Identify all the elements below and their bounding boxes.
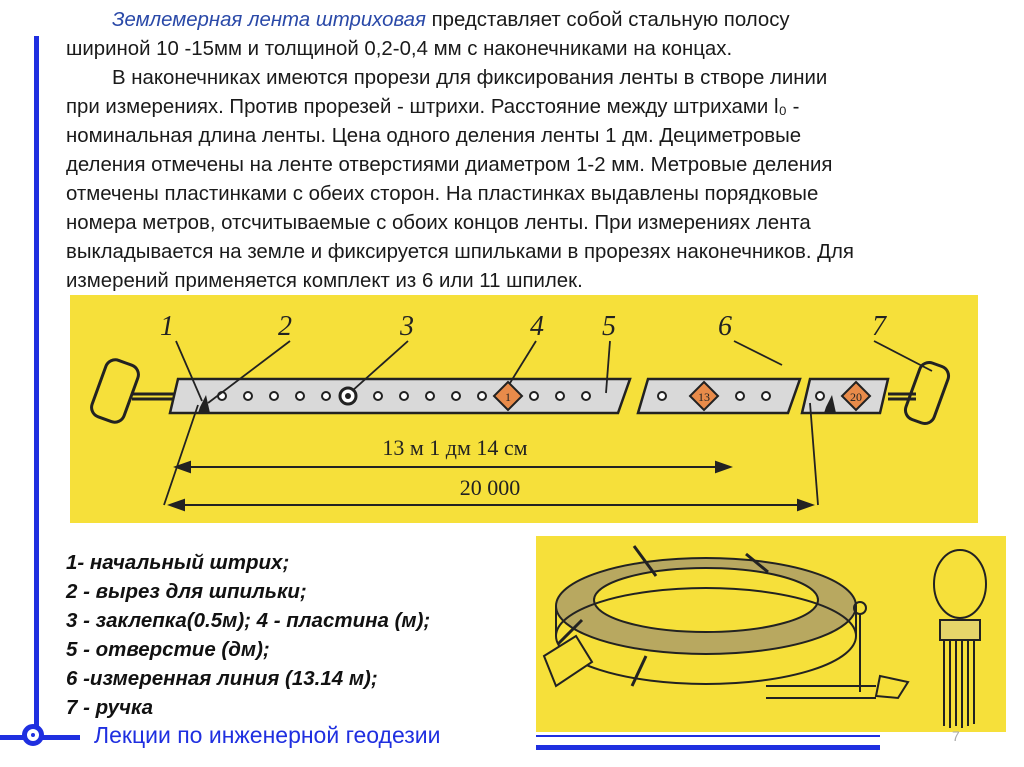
decimeter-hole — [296, 392, 304, 400]
callout-label: 2 — [278, 311, 292, 342]
decimeter-hole — [556, 392, 564, 400]
tape-coil-photo — [536, 536, 1006, 732]
tape-coil-svg — [536, 536, 1006, 732]
legend-item: 2 - вырез для шпильки; — [66, 580, 307, 603]
legend-item: 1- начальный штрих; — [66, 551, 290, 574]
callout-label: 6 — [718, 311, 732, 342]
decimeter-hole — [582, 392, 590, 400]
left-handle — [89, 357, 180, 425]
decimeter-hole — [736, 392, 744, 400]
decimeter-hole — [374, 392, 382, 400]
decimeter-hole — [426, 392, 434, 400]
callout-leaders — [164, 341, 932, 505]
left-accent-bar — [34, 36, 39, 736]
decimeter-hole — [400, 392, 408, 400]
accent-ring-icon — [22, 724, 44, 746]
dimension-label: 20 000 — [459, 475, 521, 500]
callout-label: 7 — [872, 311, 886, 342]
decimeter-hole — [478, 392, 486, 400]
term-highlight: Землемерная лента штриховая — [112, 9, 426, 31]
tape-diagram — [70, 295, 978, 523]
decimeter-hole — [322, 392, 330, 400]
footer-rule — [536, 735, 880, 737]
right-handle — [888, 360, 951, 427]
pin-set — [934, 550, 986, 728]
paragraph-2: В наконечниках имеются прорези для фиксирования ленты в створе линии при измерениях. Против прорезей - штрихи. Расстояние между штрихами l₀ - номинальная длина ленты. Цена одного деления ленты 1 дм. Дециметровые деления отмечены на ленте отверстиями диаметром 1-2 мм. Метровые деления отмечены пластинками с обеих сторон. На пластинках выдавлены порядковые номера метров, отсчитываемые с обоих концов ленты. При измерениях лента выкладывается на земле и фиксируется шпильками в прорезях наконечников. Для измерений применяется комплект из 6 или 11 шпилек. — [66, 67, 854, 292]
legend-item: 7 - ручка — [66, 696, 154, 719]
decimeter-hole — [244, 392, 252, 400]
legend-item: 3 - заклепка(0.5м); 4 - пластина (м); — [66, 609, 431, 632]
callout-label: 3 — [400, 311, 414, 342]
svg-text:1: 1 — [505, 390, 511, 404]
svg-text:20: 20 — [850, 390, 862, 404]
decimeter-hole — [530, 392, 538, 400]
footer-rule — [536, 745, 880, 750]
decimeter-hole — [270, 392, 278, 400]
paragraph-1: Землемерная лента штриховая представляет собой стальную полосу шириной 10 -15мм и толщиной 0,2-0,4 мм с наконечниками на концах. — [66, 9, 790, 60]
body-text — [66, 6, 1024, 296]
legend-item: 6 -измеренная линия (13.14 м); — [66, 667, 378, 690]
decimeter-hole — [762, 392, 770, 400]
tape-diagram-svg — [70, 295, 978, 523]
legend-item: 5 - отверстие (дм); — [66, 638, 270, 661]
figure-legend — [66, 548, 430, 722]
footer-title: Лекции по инженерной геодезии — [94, 722, 441, 748]
decimeter-hole — [816, 392, 824, 400]
tape-end-handle — [544, 636, 592, 686]
dimension-label: 13 м 1 дм 14 см — [382, 435, 528, 460]
tape-coil — [556, 558, 856, 684]
page-number: 7 — [952, 728, 960, 744]
callout-label: 1 — [160, 311, 174, 342]
callout-label: 4 — [530, 311, 544, 342]
callout-label: 5 — [602, 311, 616, 342]
decimeter-hole — [452, 392, 460, 400]
decimeter-hole — [658, 392, 666, 400]
svg-text:13: 13 — [698, 390, 710, 404]
